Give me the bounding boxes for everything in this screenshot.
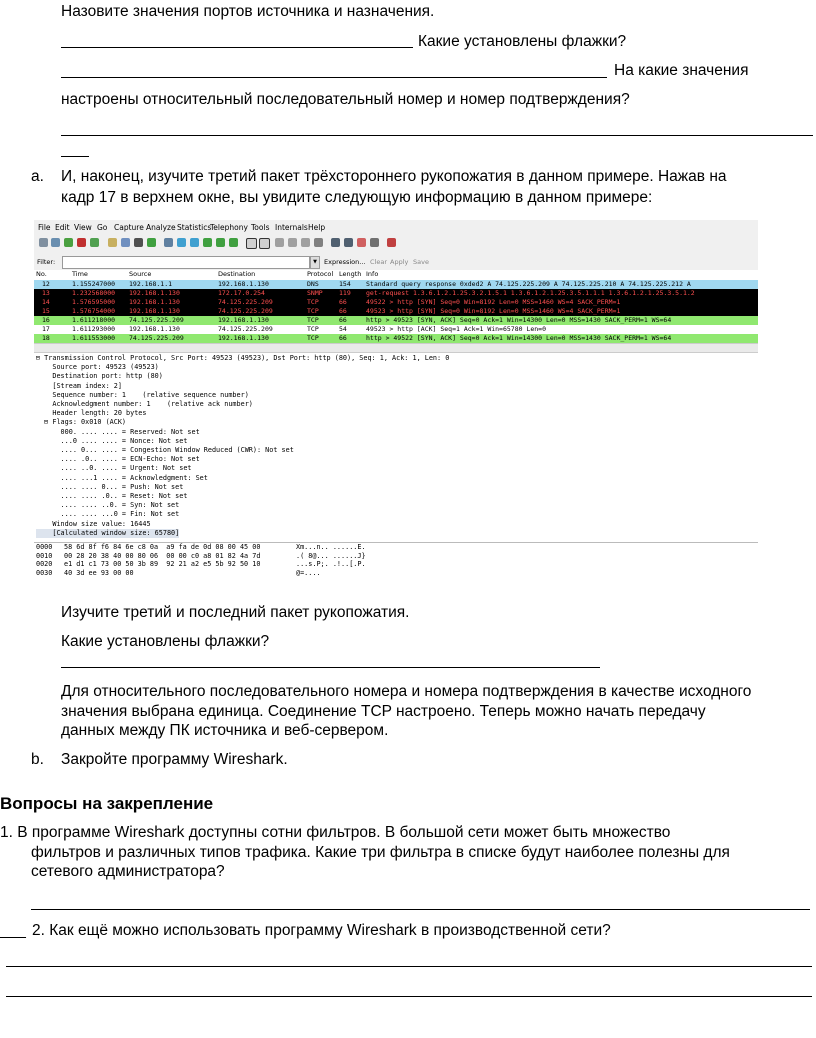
reload-icon[interactable] [147, 238, 156, 247]
packet-cell-no: 14 [42, 298, 50, 306]
hex-off: 0000 [36, 543, 53, 551]
tree-field[interactable]: Sequence number: 1 (relative sequence number) [36, 390, 249, 399]
tree-field[interactable]: .... .0.. .... = ECN-Echo: Not set [36, 455, 200, 464]
packet-cell-src: 192.168.1.130 [129, 307, 180, 315]
expression-button[interactable]: Expression... [324, 258, 366, 266]
packet-cell-time: 1.611293000 [72, 325, 116, 333]
packet-cell-src: 192.168.1.1 [129, 280, 173, 288]
tree-field[interactable]: .... 0... .... = Congestion Window Reduced (CWR): Not set [36, 446, 294, 454]
text-line: Какие установлены флажки? [418, 33, 627, 50]
hex-ascii: ...s.P;. .!..[.P. [296, 560, 366, 568]
capture-filters-icon[interactable] [331, 238, 340, 247]
hex-off: 0030 [36, 568, 53, 577]
packet-cell-no: 12 [42, 280, 50, 288]
find-icon[interactable] [164, 238, 173, 247]
packet-cell-src: 192.168.1.130 [129, 325, 180, 333]
column-info[interactable]: Info [366, 270, 379, 278]
packet-cell-len: 154 [339, 280, 351, 288]
text-line: Закройте программу Wireshark. [61, 751, 288, 768]
packet-row[interactable] [34, 280, 758, 289]
packet-cell-no: 13 [42, 289, 50, 297]
tree-field[interactable]: ...0 .... .... = Nonce: Not set [36, 436, 188, 445]
list-marker: a. [31, 168, 44, 185]
hex-ascii: @=.... [296, 568, 321, 577]
question-text: 2. Как ещё можно использовать программу Wireshark в производственной сети? [32, 922, 611, 939]
packet-cell-len: 66 [339, 307, 347, 315]
packet-cell-info: 49523 > http [SYN] Seq=0 Win=8192 Len=0 MSS=1460 WS=4 SACK_PERM=1 [366, 307, 621, 315]
packet-cell-src: 192.168.1.130 [129, 298, 180, 306]
toolbar [34, 234, 758, 255]
save-button[interactable]: Save [413, 258, 429, 266]
clear-button[interactable]: Clear [370, 258, 387, 266]
answer-line[interactable] [61, 667, 600, 668]
packet-cell-info: 49523 > http [ACK] Seq=1 Ack=1 Win=65780 Len=0 [366, 325, 547, 333]
menu-item-telephony[interactable]: Telephony [210, 223, 248, 232]
text-line: И, наконец, изучите третий пакет трёхстороннего рукопожатия в данном примере. Нажав на [61, 168, 727, 185]
restart-icon[interactable] [90, 238, 99, 247]
packet-cell-proto: DNS [307, 280, 319, 288]
packet-cell-info: http > 49522 [SYN, ACK] Seq=0 Ack=1 Win=14300 Len=0 MSS=1430 SACK_PERM=1 WS=64 [366, 334, 672, 342]
goto-icon[interactable] [203, 238, 212, 247]
menu-item-statistics[interactable]: Statistics [177, 223, 212, 232]
tree-field[interactable]: 000. .... .... = Reserved: Not set [36, 427, 200, 436]
packet-row[interactable] [34, 316, 758, 325]
display-filters-icon[interactable] [344, 238, 353, 247]
text-line: На какие значения [614, 62, 749, 79]
text-line: Изучите третий и последний пакет рукопожатия. [61, 604, 410, 621]
apply-button[interactable]: Apply [390, 258, 409, 266]
tree-field[interactable]: Header length: 20 bytes [36, 409, 147, 418]
menu-bar [34, 220, 758, 234]
answer-blank: ___ [0, 922, 26, 939]
tree-field[interactable]: .... .... ...0 = Fin: Not set [36, 510, 180, 519]
packet-cell-proto: TCP [307, 307, 319, 315]
packet-cell-len: 66 [339, 316, 347, 324]
packet-cell-dst: 74.125.225.209 [218, 307, 273, 315]
menu-item-analyze[interactable]: Analyze [146, 223, 176, 232]
save-icon[interactable] [121, 238, 130, 247]
wireshark-screenshot [34, 220, 758, 578]
tree-field[interactable]: .... .... .0.. = Reset: Not set [36, 492, 188, 500]
packet-cell-dst: 74.125.225.209 [218, 325, 273, 333]
packet-cell-dst: 192.168.1.130 [218, 316, 269, 324]
tree-field[interactable]: [Stream index: 2] [36, 381, 122, 390]
question-text: сетевого администратора? [31, 863, 225, 880]
filter-label: Filter: [37, 258, 56, 266]
packet-cell-info: http > 49523 [SYN, ACK] Seq=0 Ack=1 Win=14300 Len=0 MSS=1430 SACK_PERM=1 WS=64 [366, 316, 672, 324]
packet-cell-info: get-request 1.3.6.1.2.1.25.3.2.1.5.1 1.3.6.1.2.1.25.3.5.1.1.1 1.3.6.1.2.1.25.3.5.1.2 [366, 289, 695, 297]
packet-row[interactable] [34, 334, 758, 343]
packet-cell-time: 1.611553000 [72, 334, 116, 342]
tree-field[interactable]: Source port: 49523 (49523) [36, 363, 159, 372]
text-line: Какие установлены флажки? [61, 633, 270, 650]
options-icon[interactable] [51, 238, 60, 247]
chevron-down-icon[interactable]: ▼ [310, 256, 320, 269]
packet-cell-time: 1.576754000 [72, 307, 116, 315]
hex-bytes: 00 28 20 38 40 00 80 06 00 00 c0 a8 01 82 4a 7d [64, 551, 261, 560]
text-line: значения выбрана единица. Соединение TCP настроено. Теперь можно начать передачу [61, 703, 706, 720]
packet-cell-proto: TCP [307, 325, 319, 333]
packet-cell-time: 1.576595000 [72, 298, 116, 306]
answer-line[interactable] [61, 77, 607, 78]
packet-cell-len: 66 [339, 334, 347, 342]
menu-item-capture[interactable]: Capture [114, 223, 144, 232]
tree-field[interactable]: Window size value: 16445 [36, 519, 151, 528]
first-icon[interactable] [216, 238, 225, 247]
menu-item-edit[interactable]: Edit [55, 223, 70, 232]
autoscroll-icon[interactable] [259, 238, 270, 249]
menu-item-file[interactable]: File [38, 223, 51, 232]
packet-cell-time: 1.155247000 [72, 280, 116, 288]
preferences-icon[interactable] [370, 238, 379, 247]
packet-bytes-pane [34, 542, 758, 578]
zoom-normal-icon[interactable] [301, 238, 310, 247]
column-no[interactable]: No. [36, 270, 47, 278]
text-line: кадр 17 в верхнем окне, вы увидите следующую информацию в данном примере: [61, 189, 653, 206]
menu-item-tools[interactable]: Tools [251, 223, 270, 232]
packet-cell-dst: 192.168.1.130 [218, 280, 269, 288]
start-icon[interactable] [64, 238, 73, 247]
tree-field[interactable]: Acknowledgment number: 1 (relative ack number) [36, 400, 253, 408]
tree-field[interactable]: .... ..0. .... = Urgent: Not set [36, 464, 192, 473]
coloring-rules-icon[interactable] [357, 238, 366, 247]
menu-item-go[interactable]: Go [97, 223, 108, 232]
packet-cell-proto: TCP [307, 316, 319, 324]
packet-cell-no: 16 [42, 316, 50, 324]
text-line: данных между ПК источника и веб-сервером. [61, 722, 389, 739]
column-destination[interactable]: Destination [218, 270, 256, 278]
answer-line[interactable] [6, 966, 812, 967]
packet-cell-len: 54 [339, 325, 347, 333]
hex-bytes: 40 3d ee 93 00 00 [64, 568, 134, 577]
packet-cell-no: 18 [42, 334, 50, 342]
packet-cell-src: 192.168.1.130 [129, 289, 180, 297]
packet-row[interactable] [34, 298, 758, 307]
tree-field[interactable]: .... .... 0... = Push: Not set [36, 482, 184, 491]
answer-line[interactable] [31, 909, 810, 910]
hex-off: 0020 [36, 560, 53, 568]
horizontal-scrollbar[interactable] [34, 343, 758, 353]
column-source[interactable]: Source [129, 270, 152, 278]
packet-row[interactable] [34, 289, 758, 298]
packet-cell-proto: TCP [307, 298, 319, 306]
packet-cell-info: 49522 > http [SYN] Seq=0 Win=8192 Len=0 MSS=1460 WS=4 SACK_PERM=1 [366, 298, 621, 306]
column-time[interactable]: Time [72, 270, 88, 278]
colorize-icon[interactable] [246, 238, 257, 249]
column-length[interactable]: Length [339, 270, 362, 278]
resize-columns-icon[interactable] [314, 238, 323, 247]
packet-cell-src: 74.125.225.209 [129, 334, 184, 342]
packet-cell-len: 119 [339, 289, 351, 297]
tree-field[interactable]: [Calculated window size: 65780] [36, 528, 180, 537]
tree-field[interactable]: Destination port: http (80) [36, 372, 163, 381]
answer-line[interactable] [61, 47, 413, 48]
tree-node[interactable]: ⊟ Transmission Control Protocol, Src Port: 49523 (49523), Dst Port: http (80), Seq: 1, Ack: 1, Len: 0 [36, 354, 450, 362]
text-line: настроены относительный последовательный номер и номер подтверждения? [61, 91, 630, 108]
help-icon[interactable] [387, 238, 396, 247]
tree-field[interactable]: .... ...1 .... = Acknowledgment: Set [36, 473, 208, 482]
open-icon[interactable] [108, 238, 117, 247]
filter-bar [34, 254, 758, 270]
back-icon[interactable] [177, 238, 186, 247]
packet-list-header [34, 270, 758, 279]
packet-cell-time: 1.611218000 [72, 316, 116, 324]
packet-cell-no: 15 [42, 307, 50, 315]
forward-icon[interactable] [190, 238, 199, 247]
packet-cell-proto: TCP [307, 334, 319, 342]
packet-cell-src: 74.125.225.209 [129, 316, 184, 324]
filter-input[interactable] [62, 256, 310, 269]
answer-line[interactable] [61, 135, 813, 136]
hex-bytes: e1 d1 c1 73 00 50 3b 89 92 21 a2 e5 5b 92 50 10 [64, 560, 261, 568]
answer-line[interactable] [61, 156, 89, 157]
interfaces-icon[interactable] [39, 238, 48, 247]
menu-item-help[interactable]: Help [308, 223, 326, 232]
answer-line[interactable] [6, 996, 812, 997]
list-marker: b. [31, 751, 44, 768]
packet-cell-proto: SNMP [307, 289, 323, 297]
packet-cell-no: 17 [42, 325, 50, 333]
packet-cell-len: 66 [339, 298, 347, 306]
stop-icon[interactable] [77, 238, 86, 247]
menu-item-view[interactable]: View [74, 223, 92, 232]
packet-cell-dst: 172.17.0.254 [218, 289, 265, 297]
hex-bytes: 58 6d 8f f6 84 6e c8 0a a9 fa de 0d 08 00 45 00 [64, 543, 261, 551]
zoom-out-icon[interactable] [288, 238, 297, 247]
tree-node[interactable]: ⊟ Flags: 0x010 (ACK) [36, 418, 127, 427]
last-icon[interactable] [229, 238, 238, 247]
packet-details-pane [34, 354, 758, 538]
zoom-in-icon[interactable] [275, 238, 284, 247]
hex-ascii: .( 8@... ......J} [296, 551, 366, 560]
question-text: 1. В программе Wireshark доступны сотни фильтров. В большой сети может быть множество [0, 824, 671, 841]
text-line: Для относительного последовательного номера и номера подтверждения в качестве исходного [61, 683, 752, 700]
text-line: Назовите значения портов источника и назначения. [61, 3, 435, 20]
menu-item-internals[interactable]: Internals [275, 223, 308, 232]
packet-cell-info: Standard query response 0xded2 A 74.125.225.209 A 74.125.225.210 A 74.125.225.212 A [366, 280, 691, 288]
hex-off: 0010 [36, 551, 53, 560]
packet-cell-dst: 74.125.225.209 [218, 298, 273, 306]
packet-row[interactable] [34, 325, 758, 334]
packet-row[interactable] [34, 307, 758, 316]
packet-cell-dst: 192.168.1.130 [218, 334, 269, 342]
section-title: Вопросы на закрепление [0, 794, 214, 813]
tree-field[interactable]: .... .... ..0. = Syn: Not set [36, 501, 180, 510]
hex-ascii: Xm...n.. ......E. [296, 543, 366, 551]
close-icon[interactable] [134, 238, 143, 247]
question-text: фильтров и различных типов трафика. Какие три фильтра в списке будут наиболее полезны для [31, 844, 730, 861]
column-protocol[interactable]: Protocol [307, 270, 334, 278]
packet-cell-time: 1.232568000 [72, 289, 116, 297]
